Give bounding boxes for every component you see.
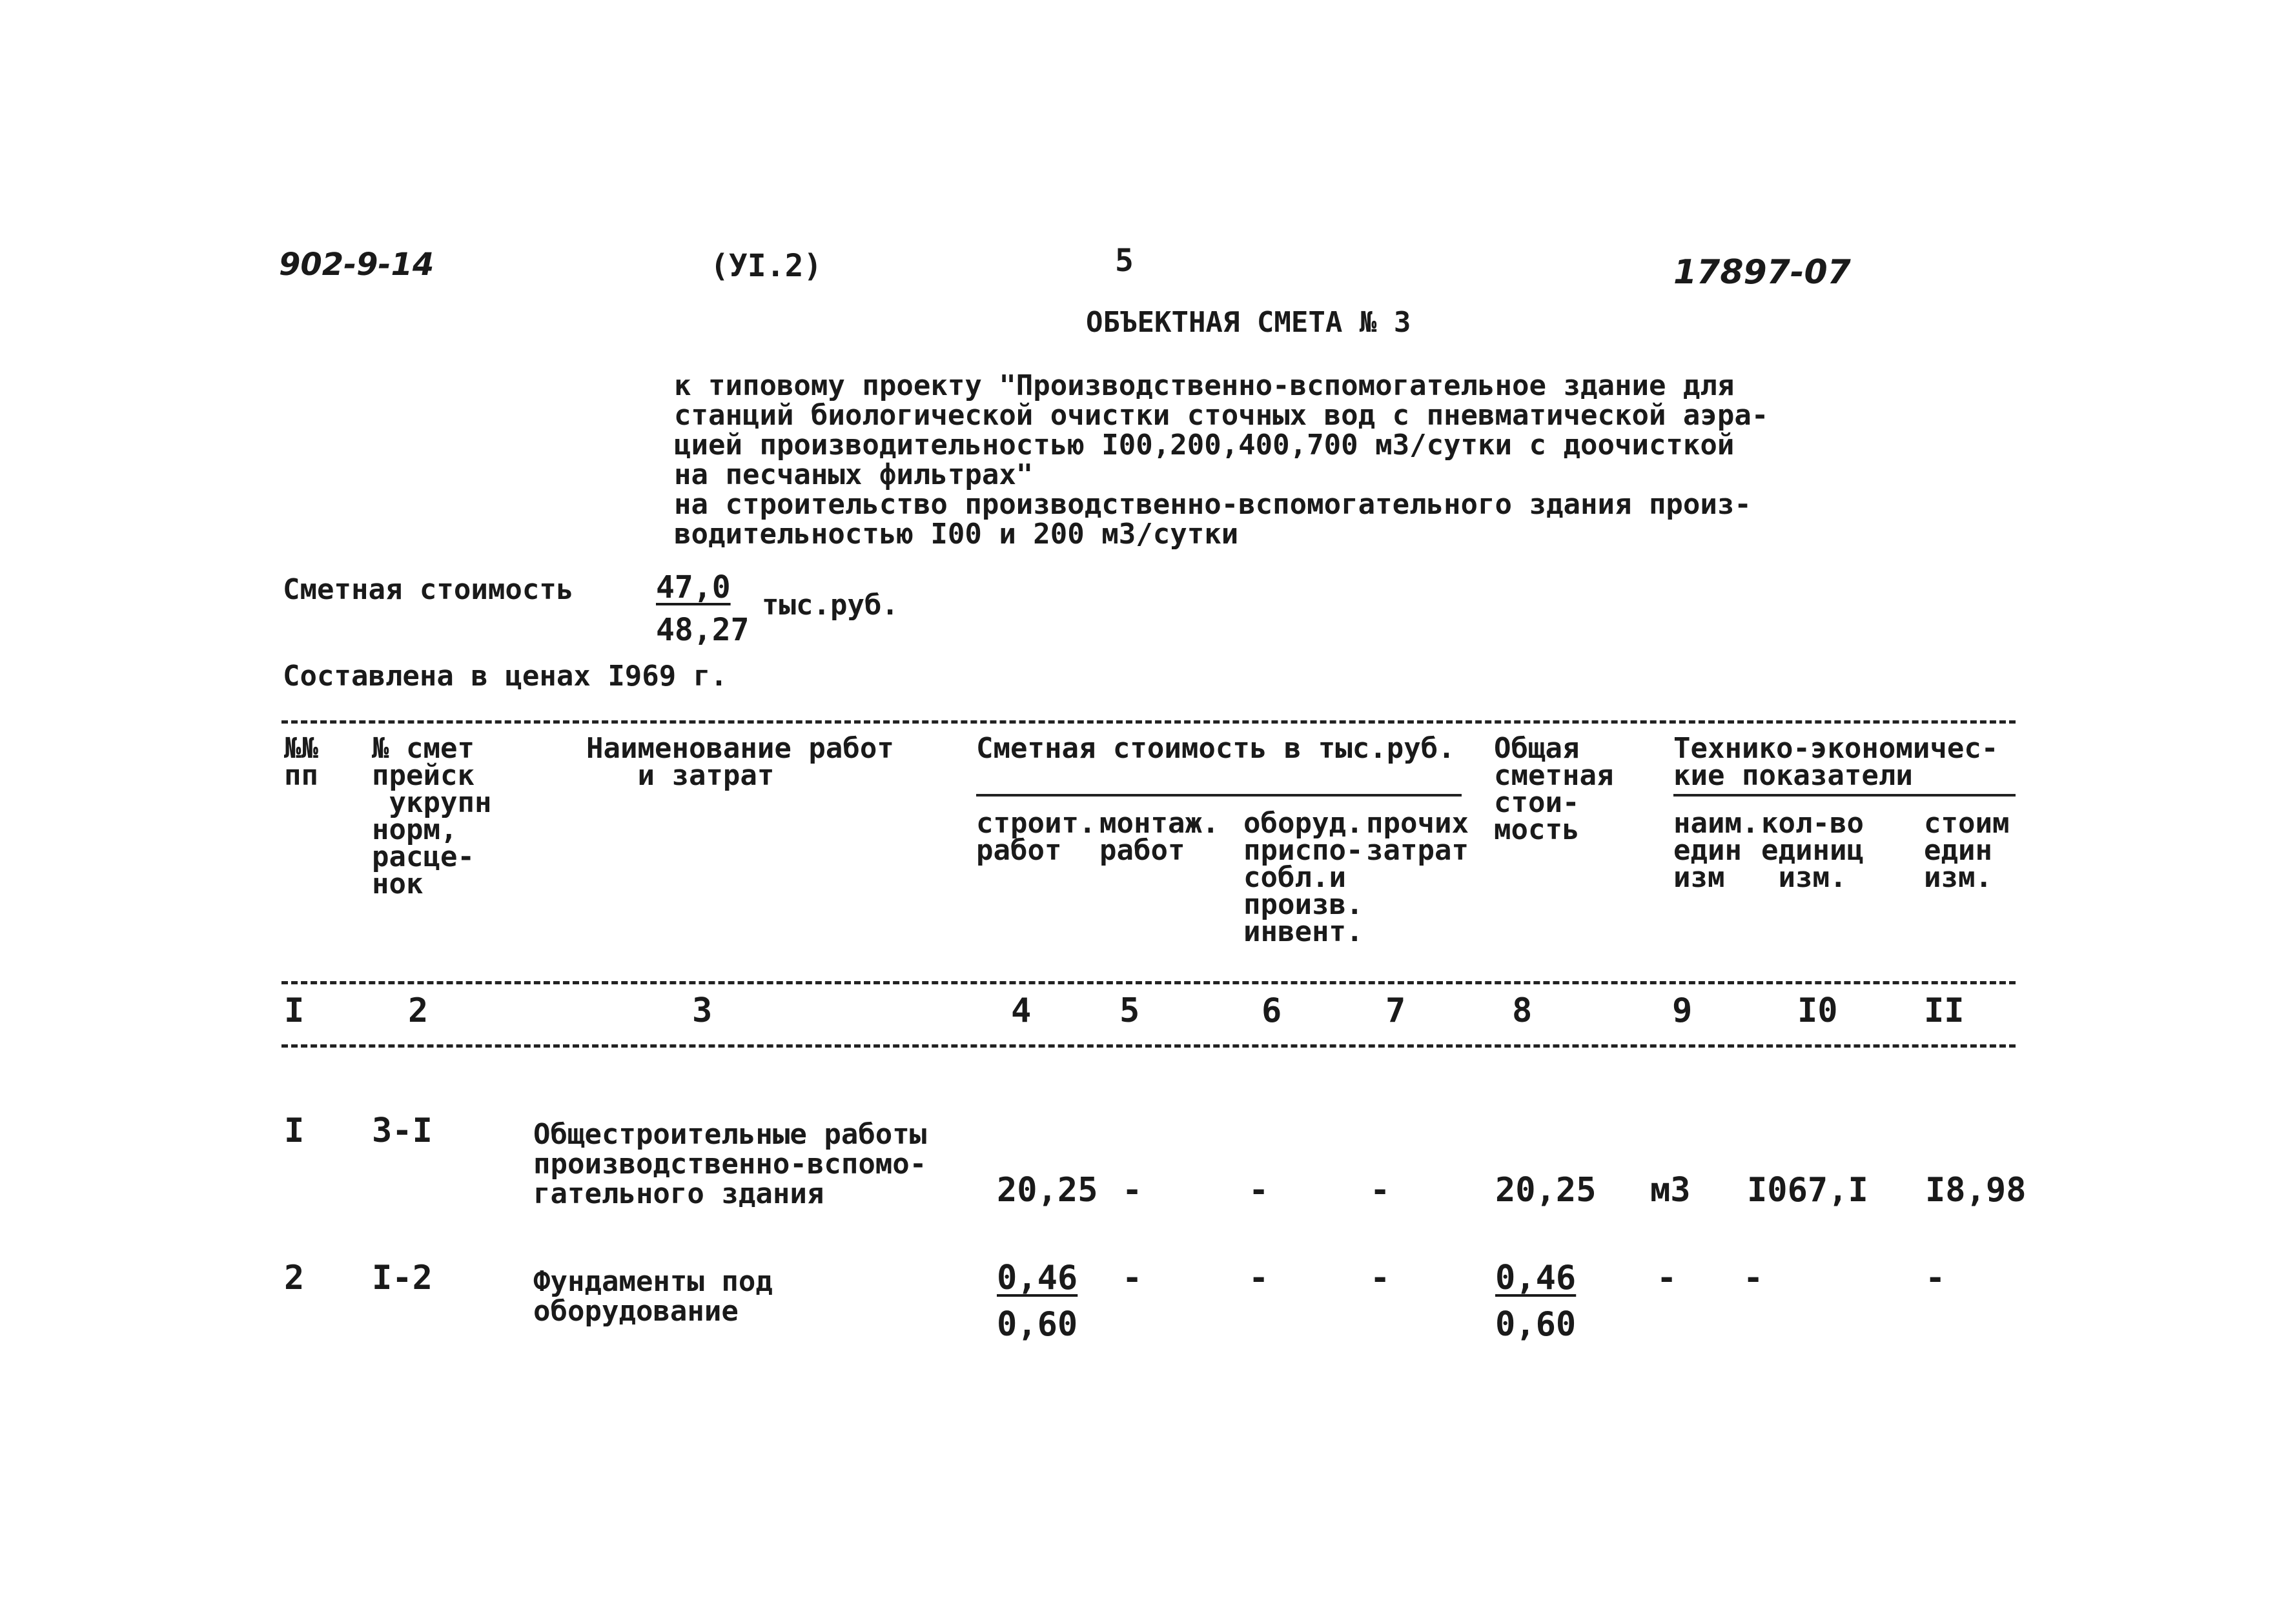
- description-line: на песчаных фильтрах": [674, 458, 1034, 491]
- cost-unit: тыс.руб.: [762, 589, 899, 622]
- column-number: 2: [408, 991, 429, 1030]
- row-build-cost: 0,46: [997, 1259, 1078, 1297]
- header-col11-line: един: [1924, 834, 1992, 867]
- header-col1-line: пп: [284, 759, 318, 792]
- row-unit-cost: I8,98: [1925, 1171, 2027, 1210]
- row-build-cost: 20,25: [997, 1171, 1098, 1210]
- row-name-line: гательного здания: [533, 1177, 824, 1210]
- column-number: 9: [1672, 991, 1693, 1030]
- header-col7-line: прочих: [1366, 807, 1469, 840]
- header-col1-line: №№: [284, 732, 318, 765]
- row-total-cost: 0,46: [1495, 1259, 1577, 1297]
- description-line: водительностью I00 и 200 м3/сутки: [674, 518, 1239, 551]
- header-col11-line: изм.: [1924, 861, 1992, 894]
- column-number: II: [1924, 991, 1965, 1030]
- header-col5-line: работ: [1099, 834, 1185, 867]
- header-col9-line: изм: [1673, 861, 1725, 894]
- section-code: (УI.2): [710, 248, 822, 284]
- row-total-cost-alt: 0,60: [1495, 1305, 1577, 1344]
- row-unit: м3: [1650, 1171, 1691, 1210]
- column-number: 7: [1385, 991, 1406, 1030]
- header-col2-line: прейск: [372, 759, 475, 792]
- row-number: I: [284, 1111, 305, 1150]
- header-col9-line: един: [1673, 834, 1742, 867]
- header-col8-line: мость: [1494, 813, 1580, 846]
- header-col2-line: расце-: [372, 840, 475, 873]
- header-col2-line: нок: [372, 868, 424, 900]
- header-col6-line: инвент.: [1243, 915, 1364, 948]
- description-line: цией производительностью I00,200,400,700 м3/сутки с доочисткой: [674, 429, 1735, 462]
- archive-stamp: 17897-07: [1673, 253, 1851, 292]
- description-line: станций биологической очистки сточных вод с пневматической аэра-: [674, 399, 1769, 432]
- cost-label: Сметная стоимость: [283, 573, 574, 606]
- table-top-rule: [281, 720, 2016, 724]
- cost-value-top: 47,0: [656, 569, 731, 605]
- header-col10-line: единиц: [1761, 834, 1864, 867]
- header-col10-line: изм.: [1761, 861, 1847, 894]
- header-col2-line: укрупн: [372, 786, 492, 819]
- header-col8-line: Общая: [1494, 732, 1580, 765]
- row-build-cost-alt: 0,60: [997, 1305, 1078, 1344]
- column-number: 3: [692, 991, 713, 1030]
- row-quantity: I067,I: [1747, 1171, 1868, 1210]
- column-number: 4: [1011, 991, 1032, 1030]
- row-name-line: производственно-вспомо-: [533, 1148, 927, 1181]
- header-bottom-rule: [281, 981, 2016, 984]
- page-title: ОБЪЕКТНАЯ СМЕТА № 3: [1086, 306, 1411, 339]
- header-col3-line: Наименование работ: [586, 732, 894, 765]
- row-mount-cost: -: [1122, 1259, 1143, 1297]
- header-col9-line: наим.: [1673, 807, 1759, 840]
- header-col4-line: работ: [976, 834, 1062, 867]
- document-code: 902-9-14: [279, 247, 434, 283]
- row-equip-cost: -: [1249, 1259, 1269, 1297]
- row-ref: 3-I: [372, 1111, 433, 1150]
- header-tech-group-line: кие показатели: [1673, 759, 1913, 792]
- header-col6-line: произв.: [1243, 888, 1364, 921]
- description-line: к типовому проекту "Производственно-вспомогательное здание для: [674, 369, 1735, 402]
- header-col3-line: и затрат: [586, 759, 775, 792]
- column-number: 5: [1119, 991, 1140, 1030]
- header-col4-line: строит.: [976, 807, 1096, 840]
- column-number: I0: [1797, 991, 1838, 1030]
- row-name-line: Общестроительные работы: [533, 1118, 927, 1151]
- description-line: на строительство производственно-вспомогательного здания произ-: [674, 488, 1752, 521]
- row-total-cost: 20,25: [1495, 1171, 1597, 1210]
- row-mount-cost: -: [1122, 1171, 1143, 1210]
- header-col7-line: затрат: [1366, 834, 1469, 867]
- row-unit-cost: -: [1925, 1259, 1946, 1297]
- row-number: 2: [284, 1259, 305, 1297]
- header-col11-line: стоим: [1924, 807, 2010, 840]
- cost-group-underline: [976, 794, 1462, 797]
- header-col6-line: собл.и: [1243, 861, 1346, 894]
- tech-group-underline: [1673, 794, 2016, 797]
- header-col10-line: кол-во: [1761, 807, 1864, 840]
- page-number: 5: [1115, 243, 1134, 279]
- row-name-line: оборудование: [533, 1295, 739, 1328]
- row-other-cost: -: [1370, 1171, 1391, 1210]
- header-col2-line: норм,: [372, 813, 458, 846]
- header-col5-line: монтаж.: [1099, 807, 1220, 840]
- row-quantity: -: [1743, 1259, 1764, 1297]
- column-number: 8: [1512, 991, 1533, 1030]
- row-name-line: Фундаменты под: [533, 1265, 773, 1298]
- row-unit: -: [1657, 1259, 1677, 1297]
- header-col6-line: оборуд.: [1243, 807, 1364, 840]
- header-cost-group: Сметная стоимость в тыс.руб.: [976, 732, 1455, 765]
- header-col8-line: сметная: [1494, 759, 1614, 792]
- column-numbers-rule: [281, 1044, 2016, 1048]
- prices-note: Составлена в ценах I969 г.: [283, 660, 728, 693]
- header-col8-line: стои-: [1494, 786, 1580, 819]
- row-equip-cost: -: [1249, 1171, 1269, 1210]
- row-ref: I-2: [372, 1259, 433, 1297]
- column-number: 6: [1261, 991, 1282, 1030]
- header-tech-group-line: Технико-экономичес-: [1673, 732, 1999, 765]
- header-col6-line: приспо-: [1243, 834, 1364, 867]
- row-other-cost: -: [1370, 1259, 1391, 1297]
- column-number: I: [284, 991, 305, 1030]
- cost-value-bottom: 48,27: [656, 612, 750, 648]
- header-col2-line: № смет: [372, 732, 475, 765]
